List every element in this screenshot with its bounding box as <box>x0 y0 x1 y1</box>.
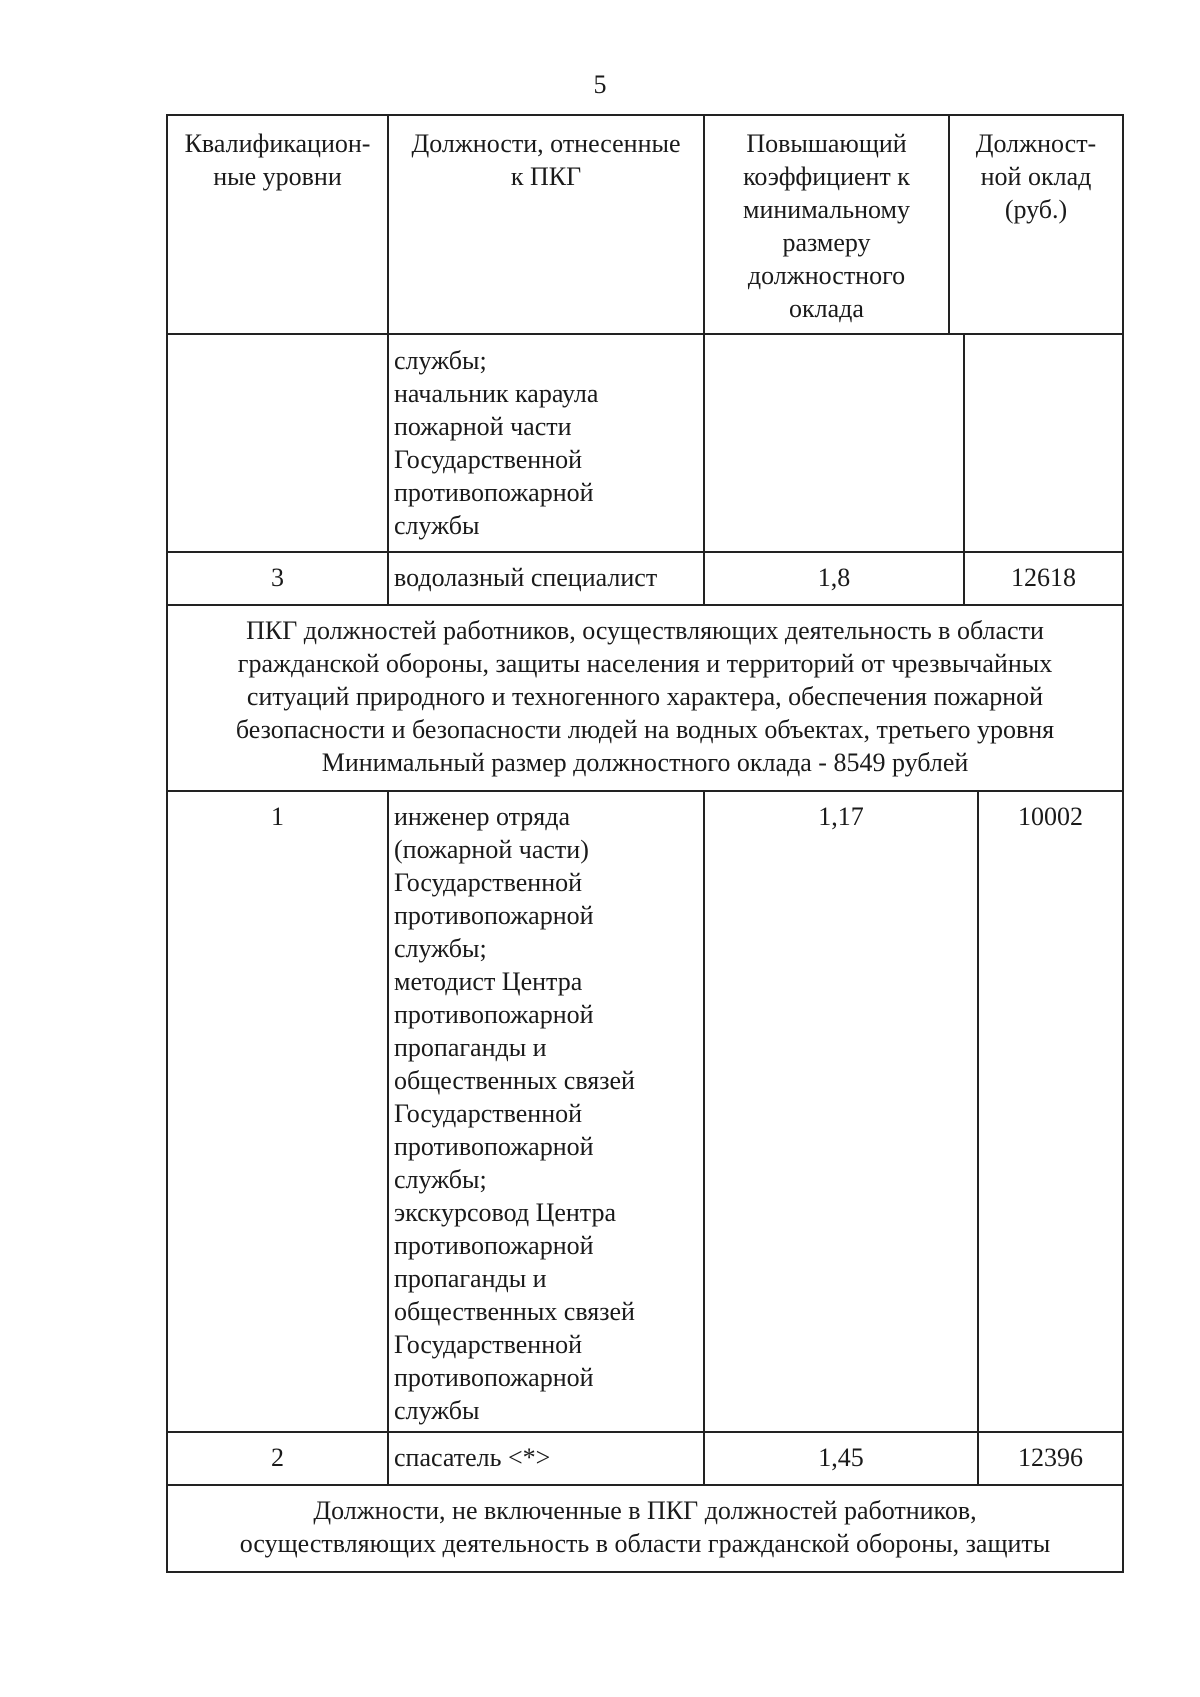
table-border-bottom <box>166 1571 1124 1573</box>
row-3-level: 3 <box>271 563 284 592</box>
column-divider <box>387 790 389 1485</box>
table-border-top <box>166 114 1124 116</box>
continuation-positions: службы; начальник караула пожарной части Государственной противопожарной службы <box>394 346 599 540</box>
table-header-bottom <box>166 333 1124 335</box>
table-border-right <box>1122 114 1124 1572</box>
group-3-row-2-salary: 12396 <box>1018 1443 1083 1472</box>
header-salary: Должност- ной оклад (руб.) <box>975 129 1097 224</box>
header-coefficient: Повышающий коэффициент к минимальному размеру должностного оклада <box>743 129 910 323</box>
page-number: 5 <box>593 70 607 99</box>
group-3-row-1-level: 1 <box>271 802 284 831</box>
group-3-header: ПКГ должностей работников, осуществляющих деятельность в области гражданской обороны, защиты населения и территорий от чрезвычайных ситуаций природного и техногенного характера, обеспечения пожарной безопасности и безопасности людей на водных объектах, третьего уровня Минимальный размер должностного оклада - 8549 рублей <box>235 616 1055 777</box>
group-3-row-2-positions: спасатель <*> <box>394 1443 551 1472</box>
group-3-row-1-positions: инженер отряда (пожарной части) Государственной противопожарной службы; методист Центра противопожарной пропаганды и общественных связей Государственной противопожарной службы; экскурсовод Центра противопожарной пропаганды и общественных связей Государственной противопожарной службы <box>394 802 635 1425</box>
group-3-row-2-coefficient: 1,45 <box>818 1443 864 1472</box>
table-row-separator <box>166 604 1124 606</box>
column-divider <box>703 790 705 1485</box>
group-3-row-2-level: 2 <box>271 1443 284 1472</box>
table-row-separator <box>166 1431 1124 1433</box>
row-3-positions: водолазный специалист <box>394 563 658 592</box>
table-border-left <box>166 114 168 1572</box>
row-3-coefficient: 1,8 <box>817 563 851 592</box>
header-levels: Квалификацион- ные уровни <box>184 129 371 191</box>
row-3-salary: 12618 <box>1011 563 1076 592</box>
group-3-row-1-salary: 10002 <box>1018 802 1083 831</box>
table-row-separator <box>166 790 1124 792</box>
table-row-separator <box>166 551 1124 553</box>
table-row-separator <box>166 1484 1124 1486</box>
final-section-header: Должности, не включенные в ПКГ должностей работников, осуществляющих деятельность в области гражданской обороны, защиты <box>239 1496 1051 1558</box>
column-divider <box>977 790 979 1485</box>
header-positions: Должности, отнесенные к ПКГ <box>411 129 681 191</box>
group-3-row-1-coefficient: 1,17 <box>818 802 864 831</box>
